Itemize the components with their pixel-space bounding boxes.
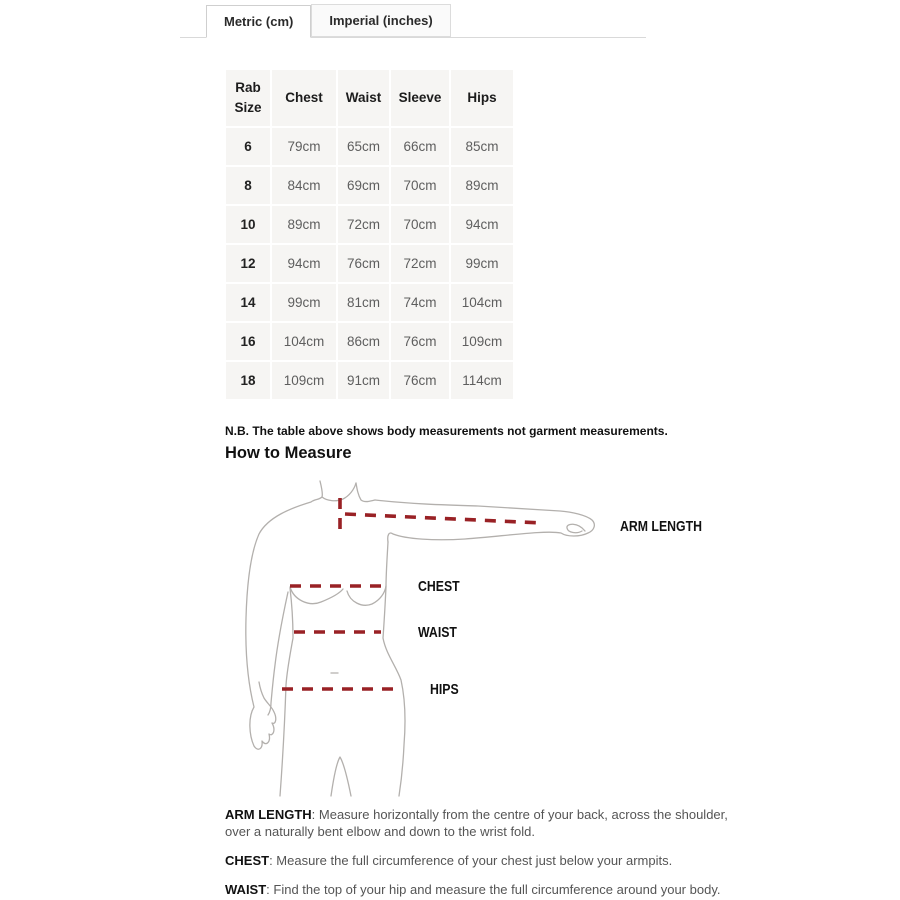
instruction-text: : Measure horizontally from the centre of your back, across the shoulder, over a naturally bent elbow and down to the wrist fold. <box>225 807 728 839</box>
cell-waist: 81cm <box>338 284 389 321</box>
cell-waist: 86cm <box>338 323 389 360</box>
cell-sleeve: 70cm <box>391 206 449 243</box>
arm-length-dash-line <box>345 514 542 523</box>
header-sleeve: Sleeve <box>391 70 449 126</box>
cell-size: 12 <box>226 245 270 282</box>
cell-size: 14 <box>226 284 270 321</box>
cell-sleeve: 74cm <box>391 284 449 321</box>
header-hips: Hips <box>451 70 513 126</box>
measurement-diagram <box>0 470 900 802</box>
chest-label: CHEST <box>418 578 460 595</box>
instruction-term: WAIST <box>225 882 267 897</box>
instruction-text: : Measure the full circumference of your chest just below your armpits. <box>269 853 673 868</box>
cell-chest: 79cm <box>272 128 336 165</box>
cell-size: 16 <box>226 323 270 360</box>
figure-right-shoulder <box>356 483 375 502</box>
figure-extended-arm <box>375 500 594 542</box>
tab-imperial[interactable]: Imperial (inches) <box>311 4 450 37</box>
figure-left-side <box>246 481 323 749</box>
table-row <box>226 128 513 165</box>
table-row <box>226 245 513 282</box>
cell-chest: 104cm <box>272 323 336 360</box>
cell-sleeve: 76cm <box>391 362 449 399</box>
header-chest: Chest <box>272 70 336 126</box>
cell-waist: 72cm <box>338 206 389 243</box>
table-row <box>226 362 513 399</box>
cell-hips: 114cm <box>451 362 513 399</box>
cell-chest: 89cm <box>272 206 336 243</box>
table-row <box>226 323 513 360</box>
table-row <box>226 284 513 321</box>
size-chart-table <box>224 68 515 401</box>
table-row <box>226 167 513 204</box>
body-measurements-note: N.B. The table above shows body measurements not garment measurements. <box>225 424 668 438</box>
tab-metric[interactable]: Metric (cm) <box>206 5 311 38</box>
hips-label: HIPS <box>430 681 459 698</box>
cell-chest: 99cm <box>272 284 336 321</box>
cell-chest: 94cm <box>272 245 336 282</box>
how-to-measure-title: How to Measure <box>225 444 352 462</box>
cell-hips: 85cm <box>451 128 513 165</box>
cell-sleeve: 72cm <box>391 245 449 282</box>
figure-hand-thumb <box>567 524 585 532</box>
header-rab-size: Rab Size <box>226 70 270 126</box>
instruction-term: CHEST <box>225 853 270 868</box>
cell-size: 8 <box>226 167 270 204</box>
instruction-arm-length <box>225 806 730 840</box>
cell-chest: 109cm <box>272 362 336 399</box>
figure-breast-right <box>347 586 386 605</box>
cell-sleeve: 66cm <box>391 128 449 165</box>
table-header-row <box>226 70 513 126</box>
figure-right-side <box>383 542 405 796</box>
cell-sleeve: 76cm <box>391 323 449 360</box>
figure-breast-left <box>290 587 343 604</box>
instruction-text: : Find the top of your hip and measure the full circumference around your body. <box>266 882 721 897</box>
figure-inner-legs <box>331 757 351 796</box>
waist-label: WAIST <box>418 624 457 641</box>
cell-size: 10 <box>226 206 270 243</box>
cell-hips: 99cm <box>451 245 513 282</box>
table-row <box>226 206 513 243</box>
cell-hips: 109cm <box>451 323 513 360</box>
cell-waist: 91cm <box>338 362 389 399</box>
cell-size: 18 <box>226 362 270 399</box>
cell-hips: 94cm <box>451 206 513 243</box>
cell-hips: 89cm <box>451 167 513 204</box>
measuring-instructions <box>225 806 730 900</box>
cell-waist: 69cm <box>338 167 389 204</box>
cell-sleeve: 70cm <box>391 167 449 204</box>
cell-waist: 65cm <box>338 128 389 165</box>
header-waist: Waist <box>338 70 389 126</box>
unit-tabs <box>180 4 646 38</box>
cell-hips: 104cm <box>451 284 513 321</box>
cell-waist: 76cm <box>338 245 389 282</box>
arm-length-label: ARM LENGTH <box>620 518 702 535</box>
instruction-chest <box>225 852 730 869</box>
cell-chest: 84cm <box>272 167 336 204</box>
cell-size: 6 <box>226 128 270 165</box>
instruction-term: ARM LENGTH <box>225 807 312 822</box>
instruction-waist <box>225 881 730 898</box>
